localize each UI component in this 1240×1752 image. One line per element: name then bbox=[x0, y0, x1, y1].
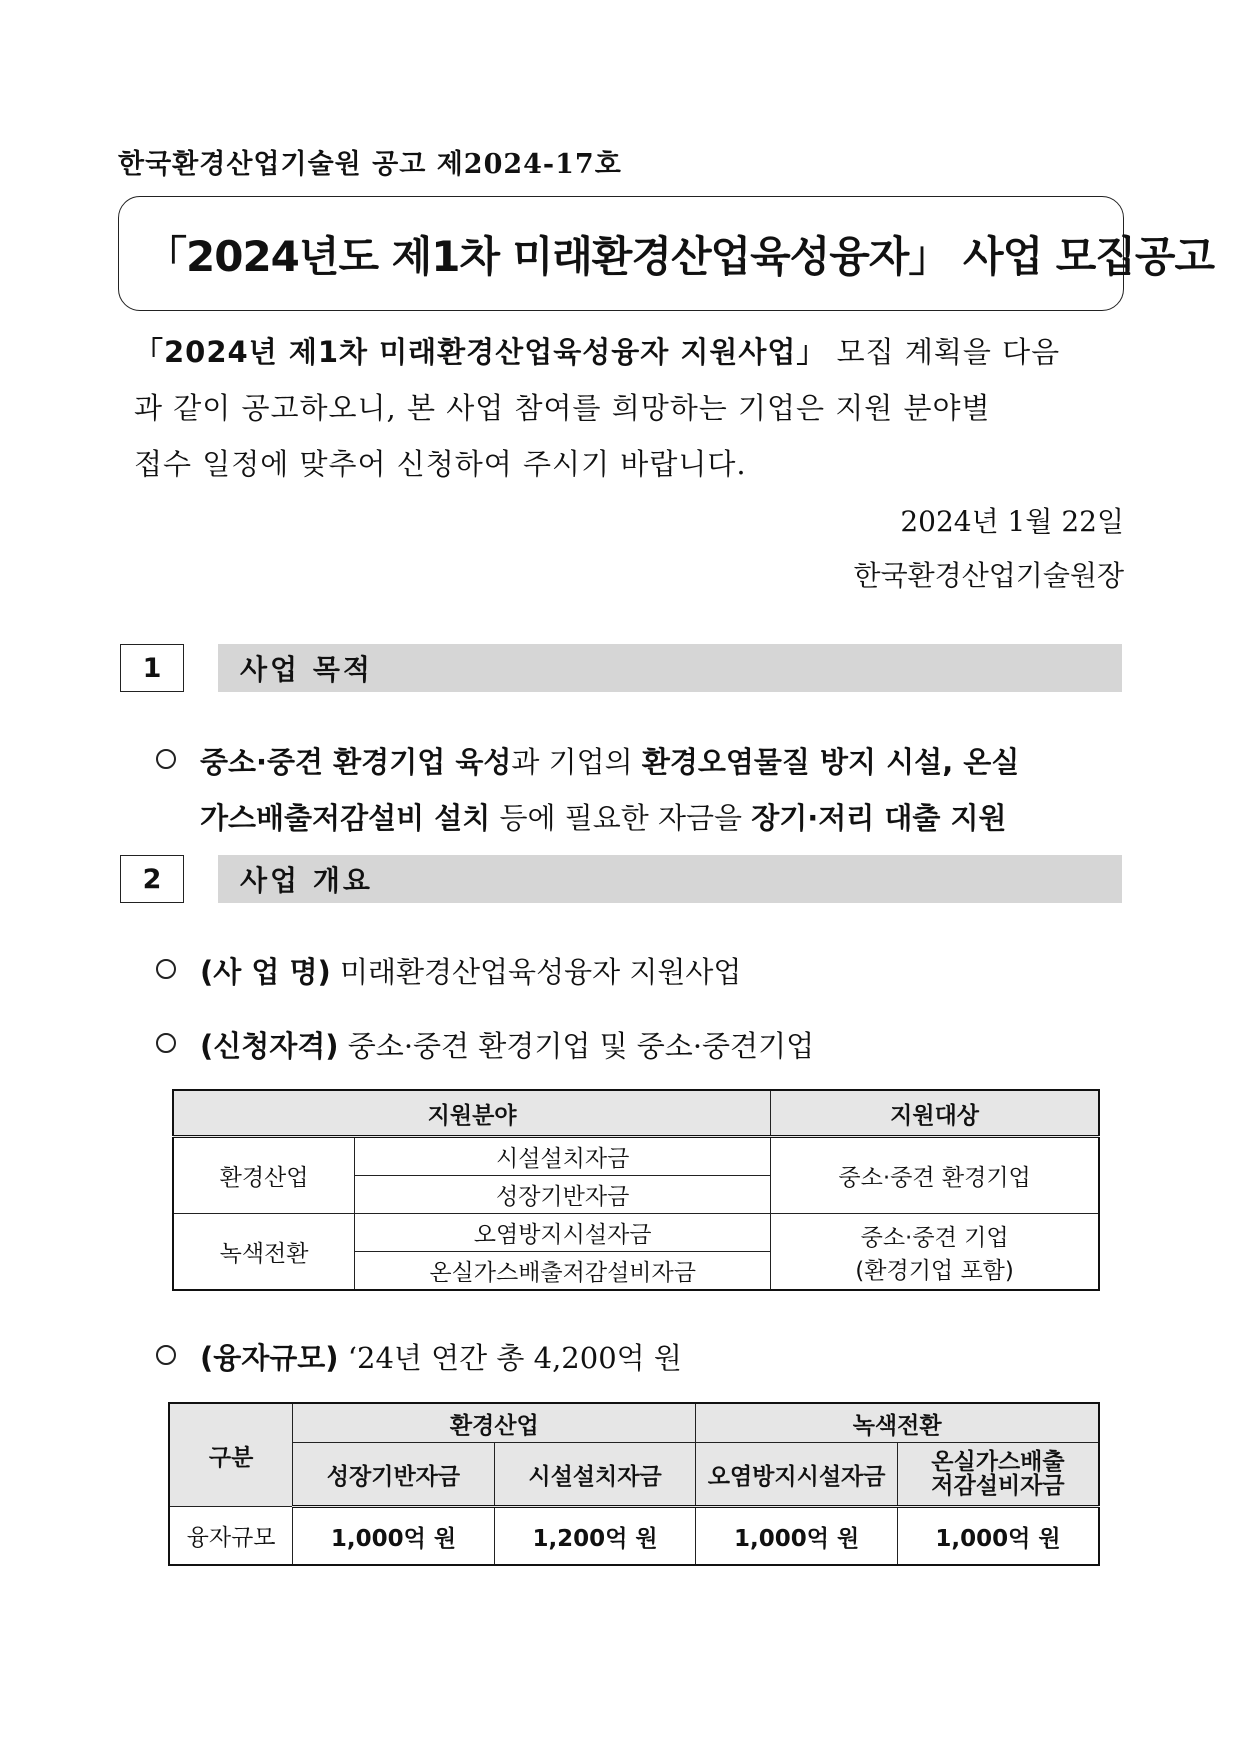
purpose-highlight-3: 가스배출저감설비 설치 bbox=[200, 801, 491, 835]
loan-scale-bullet bbox=[156, 1336, 682, 1377]
purpose-text-2: 등에 필요한 자금을 bbox=[490, 801, 752, 835]
table-row bbox=[169, 1507, 1099, 1566]
intro-line-1 bbox=[134, 330, 1060, 371]
subheader-pollution-fund: 오염방지시설자금 bbox=[696, 1443, 898, 1507]
value-cell: 1,000억 원 bbox=[696, 1507, 898, 1566]
section-2-number: 2 bbox=[120, 855, 184, 903]
section-1-title: 사업 목적 bbox=[218, 644, 1122, 692]
loan-scale-table bbox=[168, 1402, 1100, 1566]
loan-scale-label: (융자규모) bbox=[200, 1341, 339, 1375]
intro-line-2: 과 같이 공고하오니, 본 사업 참여를 희망하는 기업은 지원 분야별 bbox=[134, 391, 991, 425]
section-1-number: 1 bbox=[120, 644, 184, 692]
program-name-value: 미래환경산업육성융자 지원사업 bbox=[339, 955, 742, 989]
bullet-circle-icon bbox=[156, 959, 176, 979]
intro-program-name: 「2024년 제1차 미래환경산업육성융자 지원사업」 bbox=[134, 335, 827, 369]
table-subheader-row bbox=[169, 1443, 1099, 1507]
header-support-target: 지원대상 bbox=[771, 1090, 1099, 1137]
section-2-title: 사업 개요 bbox=[218, 855, 1122, 903]
header-support-field: 지원분야 bbox=[173, 1090, 771, 1137]
row-label: 융자규모 bbox=[169, 1507, 293, 1566]
target-line-1: 중소·중견 기업 bbox=[860, 1224, 1009, 1251]
eligibility-value: 중소·중견 환경기업 및 중소·중견기업 bbox=[347, 1029, 815, 1063]
item-cell: 온실가스배출저감설비자금 bbox=[355, 1252, 771, 1291]
notice-number: 한국환경산업기술원 공고 제2024-17호 bbox=[118, 149, 622, 180]
header-group-env-industry: 환경산업 bbox=[293, 1403, 696, 1443]
purpose-bullet-line-2 bbox=[200, 796, 1007, 837]
purpose-highlight-4: 장기·저리 대출 지원 bbox=[751, 801, 1007, 835]
subheader-facility-fund: 시설설치자금 bbox=[494, 1443, 696, 1507]
subheader-growth-fund: 성장기반자금 bbox=[293, 1443, 495, 1507]
value-cell: 1,200억 원 bbox=[494, 1507, 696, 1566]
subheader-ghg-line-2: 저감설비자금 bbox=[931, 1473, 1065, 1499]
purpose-highlight-1: 중소·중견 환경기업 육성 bbox=[200, 745, 512, 779]
header-group-green-transition: 녹색전환 bbox=[696, 1403, 1099, 1443]
eligibility-bullet bbox=[156, 1024, 814, 1065]
purpose-highlight-2: 환경오염물질 방지 시설, 온실 bbox=[641, 745, 1020, 779]
target-line-2: (환경기업 포함) bbox=[855, 1257, 1014, 1284]
table-header-row bbox=[169, 1403, 1099, 1443]
value-cell: 1,000억 원 bbox=[897, 1507, 1099, 1566]
table-row bbox=[173, 1214, 1099, 1252]
item-cell: 시설설치자금 bbox=[355, 1137, 771, 1176]
field-cell: 녹색전환 bbox=[173, 1214, 355, 1291]
item-cell: 오염방지시설자금 bbox=[355, 1214, 771, 1252]
intro-line-3: 접수 일정에 맞추어 신청하여 주시기 바랍니다. bbox=[134, 447, 747, 481]
eligibility-label: (신청자격) bbox=[200, 1029, 339, 1063]
title-box bbox=[118, 196, 1215, 311]
purpose-text-1: 과 기업의 bbox=[511, 745, 642, 779]
support-field-table bbox=[172, 1089, 1100, 1291]
field-cell: 환경산업 bbox=[173, 1137, 355, 1214]
target-cell: 중소·중견 환경기업 bbox=[771, 1137, 1099, 1214]
program-name-label: (사 업 명) bbox=[200, 955, 331, 989]
bullet-circle-icon bbox=[156, 1033, 176, 1053]
bullet-circle-icon bbox=[156, 749, 176, 769]
program-name-bullet bbox=[156, 950, 741, 991]
document-title: 「2024년도 제1차 미래환경산업육성융자」 사업 모집공고 bbox=[145, 231, 1215, 281]
notice-issuer: 한국환경산업기술원장 bbox=[853, 559, 1124, 592]
table-header-row bbox=[173, 1090, 1099, 1137]
header-category: 구분 bbox=[169, 1403, 293, 1507]
table-row bbox=[173, 1137, 1099, 1176]
subheader-ghg-line-1: 온실가스배출 bbox=[931, 1449, 1065, 1475]
intro-line-1-rest: 모집 계획을 다음 bbox=[826, 335, 1061, 369]
target-cell bbox=[771, 1214, 1099, 1291]
value-cell: 1,000억 원 bbox=[293, 1507, 495, 1566]
subheader-ghg-fund bbox=[897, 1443, 1099, 1507]
purpose-bullet-line-1 bbox=[156, 740, 1019, 781]
bullet-circle-icon bbox=[156, 1345, 176, 1365]
notice-date: 2024년 1월 22일 bbox=[900, 505, 1124, 538]
item-cell: 성장기반자금 bbox=[355, 1176, 771, 1214]
loan-scale-value: ‘24년 연간 총 4,200억 원 bbox=[347, 1341, 682, 1375]
